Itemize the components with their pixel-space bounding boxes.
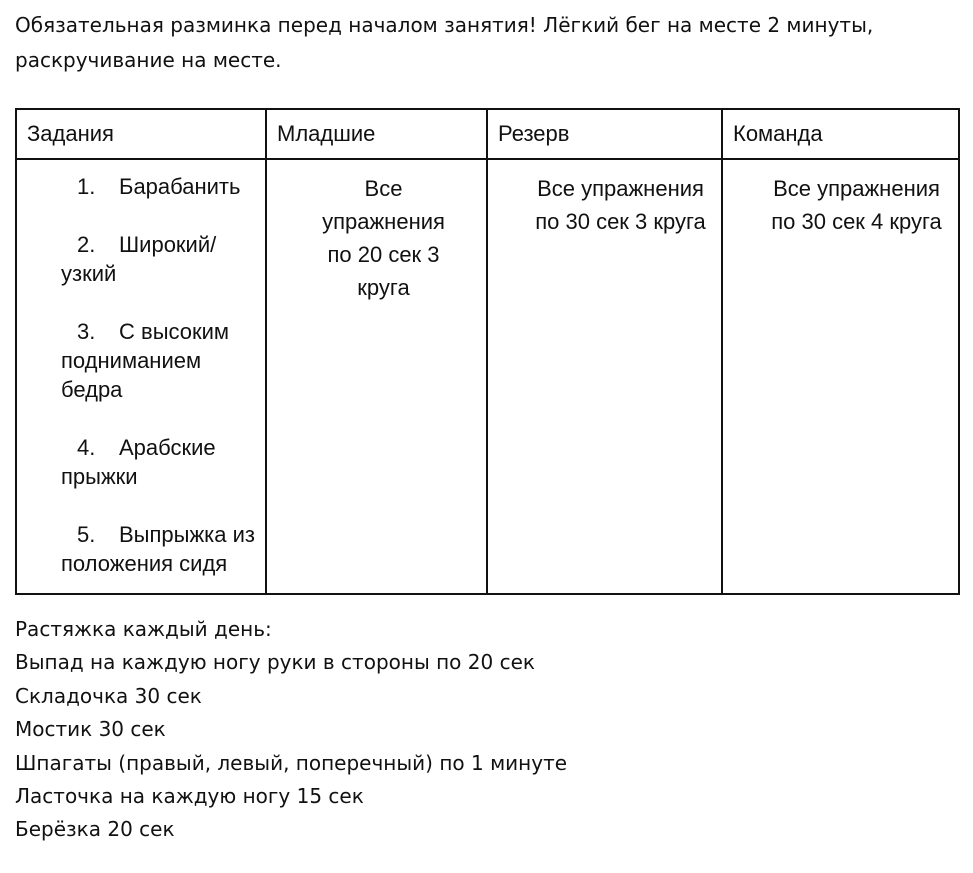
task-number: 4.: [77, 435, 96, 460]
task-text: С высоким подниманием бедра: [61, 319, 230, 402]
stretching-title: Растяжка каждый день:: [15, 617, 272, 641]
header-reserve: Резерв: [487, 109, 722, 159]
list-item: [61, 520, 257, 578]
stretching-item: Складочка 30 сек: [15, 683, 202, 708]
task-number: 1.: [77, 174, 96, 199]
stretching-item: Шпагаты (правый, левый, поперечный) по 1 минуте: [15, 750, 568, 775]
task-text: Широкий/ узкий: [61, 232, 217, 286]
reserve-cell: Все упражнения по 30 сек 3 круга: [487, 159, 722, 594]
list-item: [61, 317, 257, 404]
header-juniors: Младшие: [266, 109, 487, 159]
table-row: [16, 159, 959, 594]
task-number: 2.: [77, 232, 96, 257]
stretching-section: [15, 613, 960, 847]
task-number: 5.: [77, 522, 96, 547]
stretching-item: Выпад на каждую ногу руки в стороны по 20 сек: [15, 650, 535, 675]
stretching-item: Ласточка на каждую ногу 15 сек: [15, 783, 364, 808]
list-item: [61, 230, 257, 288]
team-cell: Все упражнения по 30 сек 4 круга: [722, 159, 959, 594]
stretching-item: Мостик 30 сек: [15, 717, 166, 742]
list-item: [61, 433, 257, 491]
task-text: Барабанить: [119, 174, 241, 199]
task-list: [61, 172, 257, 578]
warmup-intro: Обязательная разминка перед началом занятия! Лёгкий бег на месте 2 минуты, раскручивание на месте.: [15, 13, 874, 72]
list-item: [61, 172, 257, 201]
header-tasks: Задания: [16, 109, 266, 159]
table-header-row: [16, 109, 959, 159]
juniors-cell: Все упражнения по 20 сек 3 круга: [266, 159, 487, 594]
tasks-cell: [16, 159, 266, 594]
stretching-item: Берёзка 20 сек: [15, 817, 175, 842]
task-text: Арабские прыжки: [61, 435, 216, 489]
task-text: Выпрыжка из положения сидя: [61, 522, 255, 576]
header-team: Команда: [722, 109, 959, 159]
task-number: 3.: [77, 319, 96, 344]
training-table: [15, 108, 960, 595]
